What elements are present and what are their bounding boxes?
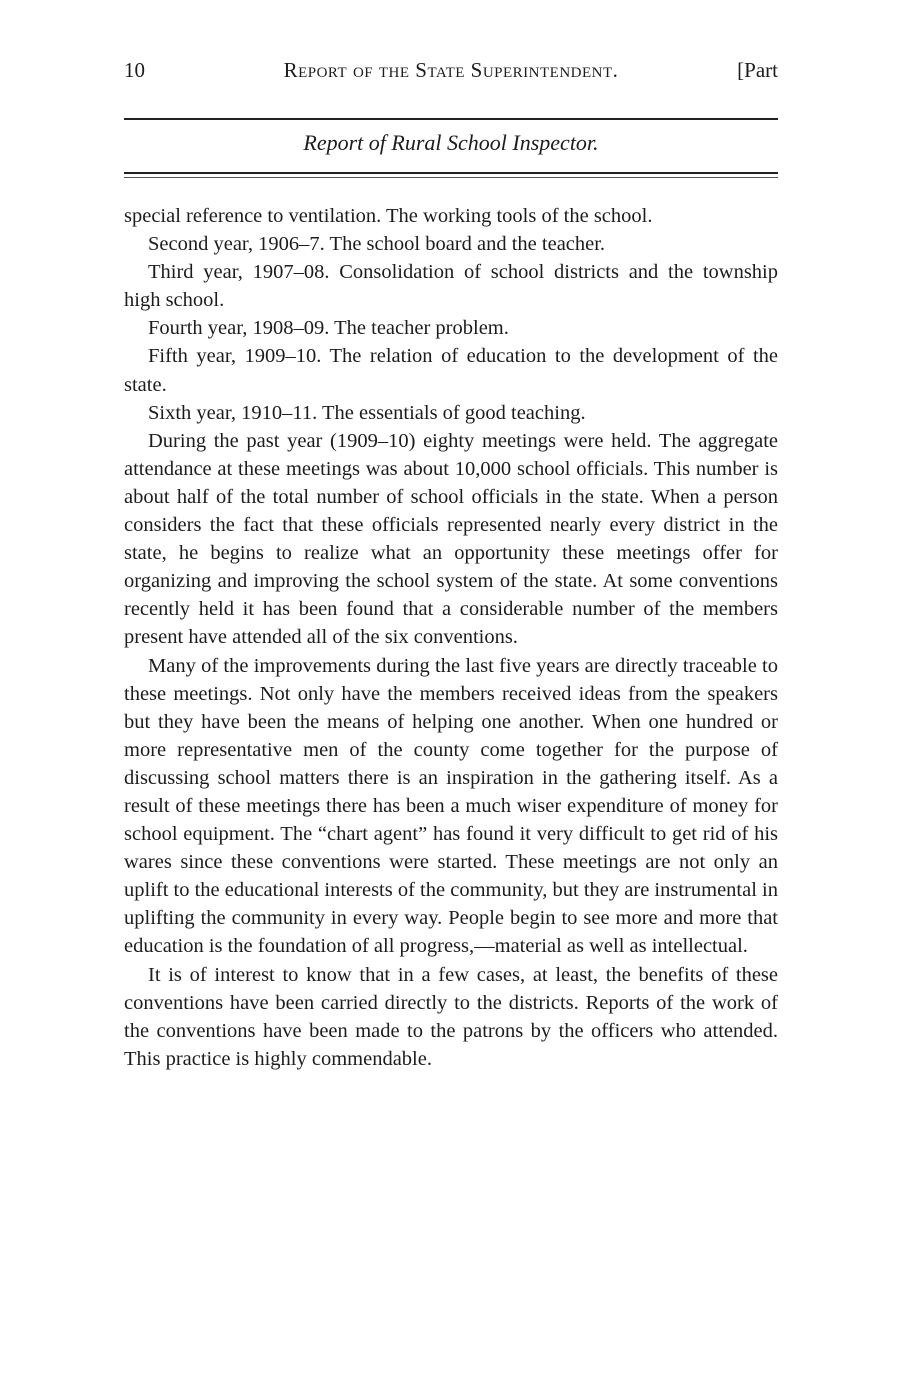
paragraph: Many of the improvements during the last five years are directly traceable to these meetings. Not only have the members received ideas from the speakers but they have been the means of helping one another. When one hundred or more representative men of the county come together for the purpose of discussing school matters there is an inspiration in the gathering itself. As a result of these meetings there has been a much wiser expenditure of money for school equipment. The “chart agent” has found it very difficult to get rid of his wares since these conventions were started. These meetings are not only an uplift to the educational interests of the community, but they are instrumental in uplifting the community in every way. People begin to see more and more that education is the foundation of all progress,—material as well as intellectual. — [124, 654, 778, 958]
header-rule — [124, 118, 778, 120]
paragraph: Fourth year, 1908–09. The teacher problem. — [148, 317, 509, 340]
part-label: [Part — [737, 58, 778, 82]
paragraph: Fifth year, 1909–10. The relation of education to the development of the state. — [124, 345, 778, 396]
paragraph: Second year, 1906–7. The school board and the teacher. — [148, 233, 606, 256]
running-head-title: Report of the State Superintendent. — [283, 58, 619, 82]
paragraph: It is of interest to know that in a few cases, at least, the benefits of these conventions have been carried directly to the districts. Reports of the work of the conventions have been made to the patrons by the officers who attended. This practice is highly commendable. — [124, 963, 778, 1070]
paragraph: Sixth year, 1910–11. The essentials of good teaching. — [148, 401, 586, 424]
running-head — [124, 58, 778, 90]
body-text — [124, 202, 778, 1073]
section-title: Report of Rural School Inspector. — [303, 130, 599, 155]
paragraph: During the past year (1909–10) eighty meetings were held. The aggregate attendance at these meetings was about 10,000 school officials. This number is about half of the total number of school officials in the state. When a person considers the fact that these officials represented nearly every district in the state, he begins to realize what an opportunity these meetings offer for organizing and improving the school system of the state. At some conventions recently held it has been found that a considerable number of the members present have attended all of the six conventions. — [124, 429, 778, 649]
paragraph: special reference to ventilation. The working tools of the school. — [124, 205, 653, 227]
paragraph: Third year, 1907–08. Consolidation of school districts and the township high school. — [124, 261, 778, 312]
page-number: 10 — [124, 58, 145, 82]
section-rule — [124, 172, 778, 178]
